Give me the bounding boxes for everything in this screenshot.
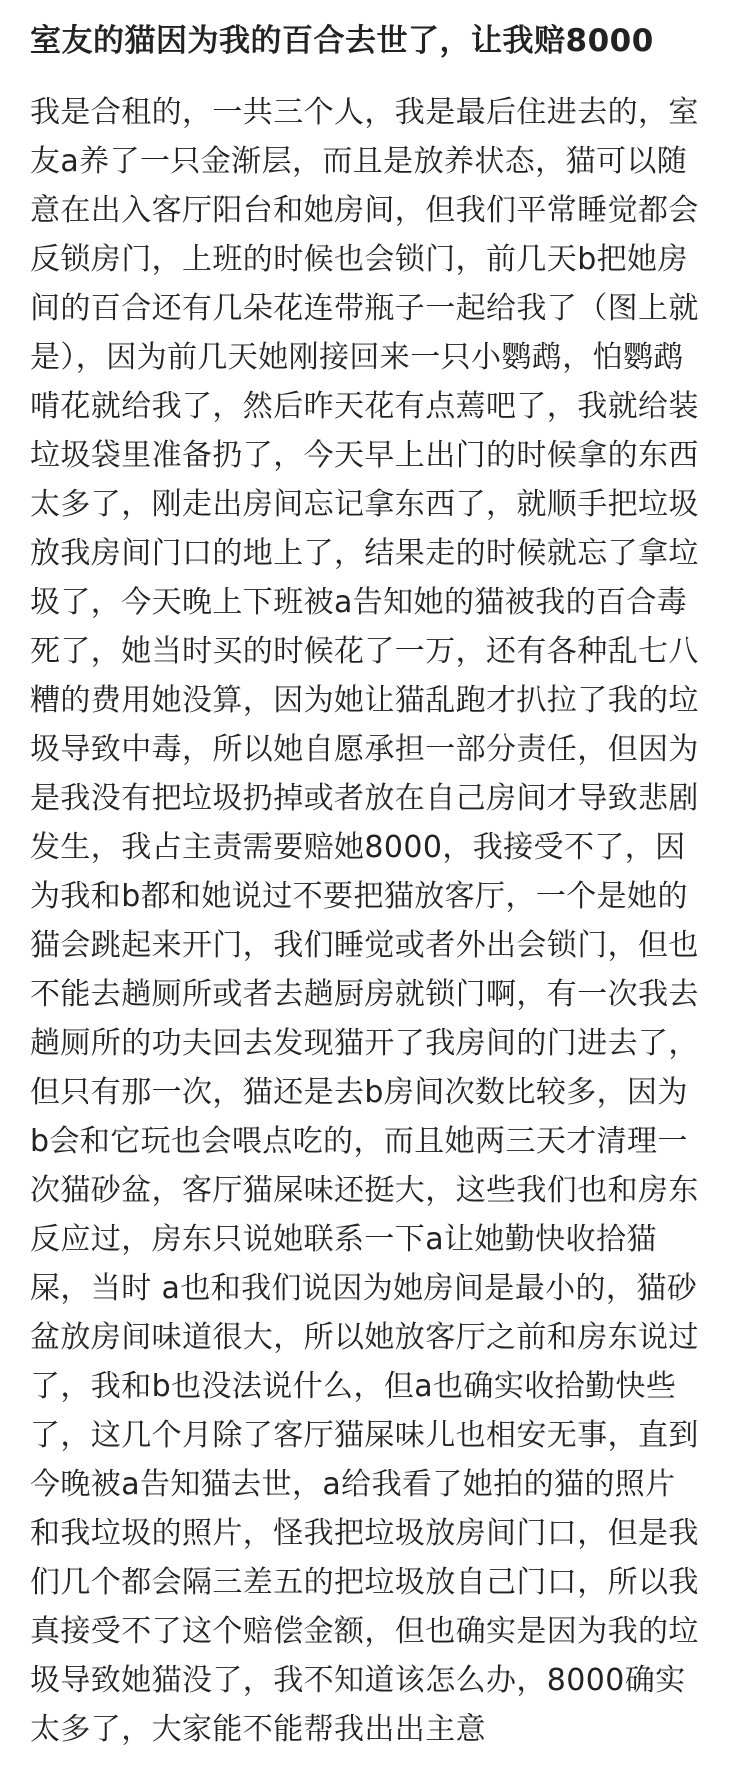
- post-body-line: 们几个都会隔三差五的把垃圾放自己门口，所以我: [30, 1565, 699, 1600]
- post-body-line: 了，这几个月除了客厅猫屎味儿也相安无事，直到: [30, 1418, 699, 1453]
- post-body-line: 真接受不了这个赔偿金额，但也确实是因为我的垃: [30, 1614, 699, 1649]
- post-body-line: 啃花就给我了，然后昨天花有点蔫吧了，我就给装: [30, 389, 699, 424]
- post-body-line: 反应过，房东只说她联系一下a让她勤快收拾猫: [30, 1222, 657, 1257]
- post-body-line: 圾导致中毒，所以她自愿承担一部分责任，但因为: [30, 732, 699, 767]
- post-body-line: 圾了，今天晚上下班被a告知她的猫被我的百合毒: [30, 585, 688, 620]
- post-body-line: 意在出入客厅阳台和她房间，但我们平常睡觉都会: [30, 193, 699, 228]
- post-body-line: 反锁房门，上班的时候也会锁门，前几天b把她房: [30, 242, 688, 277]
- post-body-line: 发生，我占主责需要赔她8000，我接受不了，因: [30, 830, 686, 865]
- post-body: [30, 88, 726, 1754]
- post-body-line: 间的百合还有几朵花连带瓶子一起给我了（图上就: [30, 291, 699, 326]
- post-body-line: 糟的费用她没算，因为她让猫乱跑才扒拉了我的垃: [30, 683, 699, 718]
- post-body-line: 为我和b都和她说过不要把猫放客厅，一个是她的: [30, 879, 688, 914]
- post-body-line: 不能去趟厕所或者去趟厨房就锁门啊，有一次我去: [30, 977, 699, 1012]
- post-body-line: 猫会跳起来开门，我们睡觉或者外出会锁门，但也: [30, 928, 699, 963]
- post-body-line: 垃圾袋里准备扔了，今天早上出门的时候拿的东西: [30, 438, 699, 473]
- post-body-line: 太多了，大家能不能帮我出出主意: [30, 1712, 486, 1747]
- post-body-line: 放我房间门口的地上了，结果走的时候就忘了拿垃: [30, 536, 699, 571]
- post-body-line: 趟厕所的功夫回去发现猫开了我房间的门进去了，: [30, 1026, 699, 1061]
- post-body-line: 死了，她当时买的时候花了一万，还有各种乱七八: [30, 634, 699, 669]
- post-body-line: 但只有那一次，猫还是去b房间次数比较多，因为: [30, 1075, 688, 1110]
- post-body-line: 是），因为前几天她刚接回来一只小鹦鹉，怕鹦鹉: [30, 340, 684, 375]
- post-body-line: 友a养了一只金渐层，而且是放养状态，猫可以随: [30, 144, 688, 179]
- post-body-line: 太多了，刚走出房间忘记拿东西了，就顺手把垃圾: [30, 487, 699, 522]
- post-body-line: 圾导致她猫没了，我不知道该怎么办，8000确实: [30, 1663, 686, 1698]
- post-body-line: 我是合租的，一共三个人，我是最后住进去的，室: [30, 95, 699, 130]
- post-body-line: 次猫砂盆，客厅猫屎味还挺大，这些我们也和房东: [30, 1173, 699, 1208]
- post-body-line: 和我垃圾的照片，怪我把垃圾放房间门口，但是我: [30, 1516, 699, 1551]
- post-title: 室友的猫因为我的百合去世了，让我赔8000: [30, 23, 654, 59]
- post-body-line: 了，我和b也没法说什么，但a也确实收拾勤快些: [30, 1369, 677, 1404]
- post-body-line: 屎，当时 a也和我们说因为她房间是最小的，猫砂: [30, 1271, 698, 1306]
- post-body-line: 是我没有把垃圾扔掉或者放在自己房间才导致悲剧: [30, 781, 699, 816]
- post-body-line: 盆放房间味道很大，所以她放客厅之前和房东说过: [30, 1320, 699, 1355]
- post-body-line: 今晚被a告知猫去世，a给我看了她拍的猫的照片: [30, 1467, 676, 1502]
- post-body-line: b会和它玩也会喂点吃的，而且她两三天才清理一: [30, 1124, 688, 1159]
